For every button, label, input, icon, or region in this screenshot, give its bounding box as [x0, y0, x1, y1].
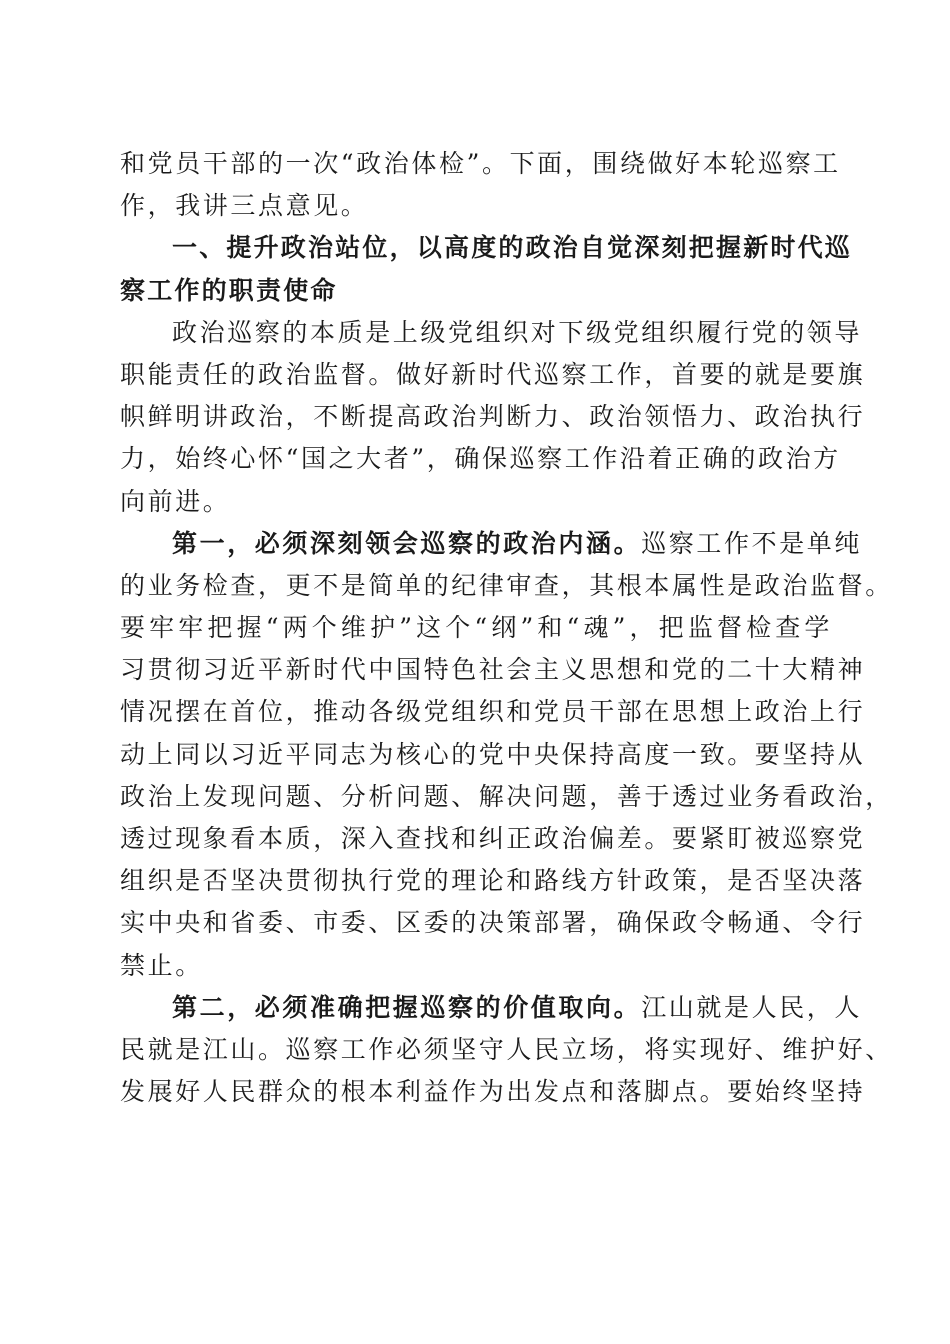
paragraph-text: 巡察工作不是单纯 — [641, 528, 863, 558]
text-line: 组织是否坚决贯彻执行党的理论和路线方针政策，是否坚决落 — [120, 866, 866, 896]
text-line: 动上同以习近平同志为核心的党中央保持高度一致。要坚持从 — [120, 739, 866, 769]
paragraph-first-line — [120, 523, 863, 565]
paragraph-lead: 第二，必须准确把握巡察的价值取向。 — [172, 992, 642, 1022]
text-line: 的业务检查，更不是简单的纪律审查，其根本属性是政治监督。 — [120, 570, 893, 600]
text-line: 要牢牢把握“两个维护”这个“纲”和“魂”，把监督检查学 — [120, 613, 832, 643]
text-line: 作，我讲三点意见。 — [120, 191, 369, 221]
text-line: 和党员干部的一次“政治体检”。下面，围绕做好本轮巡察工 — [120, 149, 841, 178]
text-line: 情况摆在首位，推动各级党组织和党员干部在思想上政治上行 — [120, 697, 866, 727]
text-line: 实中央和省委、市委、区委的决策部署，确保政令畅通、令行 — [120, 908, 866, 938]
paragraph-first-line — [120, 987, 863, 1029]
text-line: 向前进。 — [120, 486, 231, 516]
document-body — [120, 143, 893, 1113]
text-line: 禁止。 — [120, 950, 203, 980]
text-line: 政治上发现问题、分析问题、解决问题，善于透过业务看政治， — [120, 781, 893, 811]
section-heading: 一、提升政治站位，以高度的政治自觉深刻把握新时代巡 — [172, 233, 853, 263]
section-heading: 察工作的职责使命 — [120, 275, 338, 305]
paragraph-lead: 第一，必须深刻领会巡察的政治内涵。 — [172, 528, 642, 558]
text-line: 透过现象看本质，深入查找和纠正政治偏差。要紧盯被巡察党 — [120, 824, 866, 853]
text-line: 帜鲜明讲政治，不断提高政治判断力、政治领悟力、政治执行 — [120, 402, 866, 432]
text-line: 习贯彻习近平新时代中国特色社会主义思想和党的二十大精神 — [120, 655, 866, 685]
text-line: 政治巡察的本质是上级党组织对下级党组织履行党的领导 — [172, 317, 863, 347]
text-line: 职能责任的政治监督。做好新时代巡察工作，首要的就是要旗 — [120, 359, 866, 389]
paragraph-text: 江山就是人民，人 — [641, 992, 863, 1022]
text-line: 发展好人民群众的根本利益作为出发点和落脚点。要始终坚持 — [120, 1077, 866, 1107]
text-line: 力，始终心怀“国之大者”，确保巡察工作沿着正确的政治方 — [120, 444, 841, 474]
text-line: 民就是江山。巡察工作必须坚守人民立场，将实现好、维护好、 — [120, 1034, 893, 1064]
